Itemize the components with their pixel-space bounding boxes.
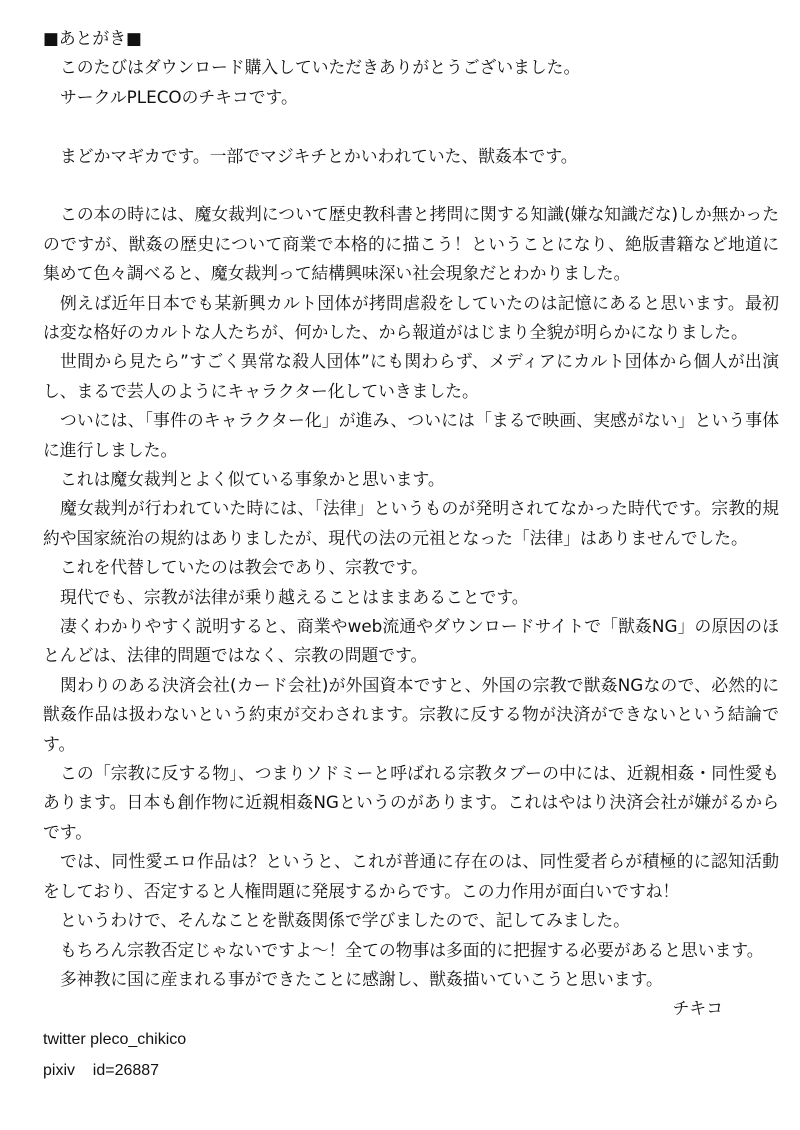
paragraph: では、同性愛エロ作品は？というと、これが普通に存在のは、同性愛者らが積極的に認知活動をしており、否定すると人権問題に発展するからです。この力作用が面白いですね！ bbox=[43, 851, 779, 901]
lead-line: まどかマギカです。一部でマジキチとかいわれていた、獣姦本です。 bbox=[60, 145, 578, 166]
paragraph: 例えば近年日本でも某新興カルト団体が拷問虐殺をしていたのは記憶にあると思います。最初は変な格好のカルトな人たちが、何かした、から報道がはじまり全貌が明らかになりました。 bbox=[43, 292, 779, 342]
paragraph: 関わりのある決済会社(カード会社)が外国資本ですと、外国の宗教で獣姦NGなので、必然的に獣姦作品は扱わないという約束が交わされます。宗教に反する物が決済ができないという結論です。 bbox=[43, 674, 779, 754]
paragraph: 現代でも、宗教が法律が乗り越えることはままあることです。 bbox=[60, 586, 529, 607]
blank-line bbox=[43, 112, 779, 141]
paragraph: 多神教に国に産まれる事ができたことに感謝し、獣姦描いていこうと思います。 bbox=[60, 968, 663, 989]
paragraph: これを代替していたのは教会であり、宗教です。 bbox=[60, 557, 428, 578]
afterword-page bbox=[43, 24, 779, 1086]
afterword-heading: ■あとがき■ bbox=[43, 28, 142, 48]
paragraph: この「宗教に反する物」、つまりソドミーと呼ばれる宗教タブーの中には、近親相姦・同性愛もあります。日本も創作物に近親相姦NGというのがあります。これはやはり決済会社が嫌がるからです。 bbox=[43, 763, 779, 842]
paragraph: この本の時には、魔女裁判について歴史教科書と拷問に関する知識(嫌な知識だな)しか無かったのですが、獣姦の歴史について商業で本格的に描こう！ということになり、絶版書籍など地道に集めて色々調べると、魔女裁判って結構興味深い社会現象だとわかりました。 bbox=[43, 204, 779, 284]
intro-line-thanks: このたびはダウンロード購入していただきありがとうございました。 bbox=[60, 57, 581, 78]
paragraph: これは魔女裁判とよく似ている事象かと思います。 bbox=[60, 469, 445, 489]
twitter-handle: twitter pleco_chikico bbox=[43, 1030, 187, 1048]
paragraph: 魔女裁判が行われていた時には、「法律」というものが発明されてなかった時代です。宗教的規約や国家統治の規約はありましたが、現代の法の元祖となった「法律」はありませんでした。 bbox=[43, 498, 779, 548]
pixiv-id: pixiv id=26887 bbox=[43, 1061, 160, 1079]
blank-line bbox=[43, 171, 779, 200]
paragraph: 凄くわかりやすく説明すると、商業やweb流通やダウンロードサイトで「獣姦NG」の原因のほとんどは、法律的問題ではなく、宗教の問題です。 bbox=[43, 616, 779, 666]
author-signature: チキコ bbox=[672, 998, 723, 1019]
paragraph: 世間から見たら”すごく異常な殺人団体”にも関わらず、メディアにカルト団体から個人が出演し、まるで芸人のようにキャラクター化していきました。 bbox=[43, 351, 779, 401]
paragraph: というわけで、そんなことを獣姦関係で学びましたので、記してみました。 bbox=[60, 910, 630, 931]
paragraph: ついには、「事件のキャラクター化」が進み、ついには「まるで映画、実感がない」という事体に進行しました。 bbox=[43, 410, 779, 460]
paragraph: もちろん宗教否定じゃないですよ～！全ての物事は多面的に把握する必要があると思います。 bbox=[60, 939, 764, 960]
intro-line-circle: サークルPLECOのチキコです。 bbox=[60, 86, 298, 107]
